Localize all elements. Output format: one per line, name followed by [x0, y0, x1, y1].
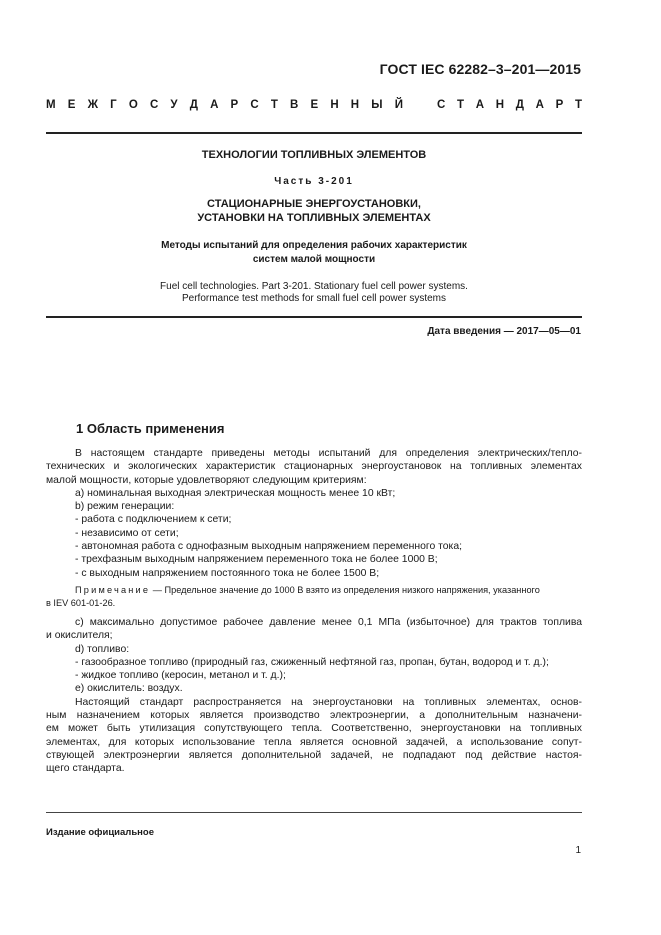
interstate-standard-banner	[46, 99, 582, 111]
methods-line-2: систем малой мощности	[252, 254, 376, 265]
list-item: - независимо от сети;	[75, 527, 179, 539]
banner-letter: Т	[457, 99, 465, 111]
document-code: ГОСТ IEC 62282–3–201—2015	[379, 61, 581, 77]
section-heading: 1 Область применения	[76, 421, 225, 436]
banner-letter: Т	[270, 99, 278, 111]
note-label: Примечание	[75, 584, 151, 595]
scope-line: ствующей электроэнергии является дополнительной задачей, не подпадают под действие настоя-	[46, 749, 582, 761]
banner-letter: Н	[495, 99, 505, 111]
banner-letter: Н	[350, 99, 360, 111]
banner-letter: А	[210, 99, 219, 111]
effective-date: Дата введения — 2017—05—01	[427, 326, 581, 337]
edition-label: Издание официальное	[46, 827, 154, 838]
criterion-d: d) топливо:	[75, 643, 130, 655]
scope-line: ем может быть утилизация сопутствующего тепла. Соответственно, энергоустановки на топливных	[46, 723, 582, 735]
english-title-line-2: Performance test methods for small fuel cell power systems	[182, 293, 446, 304]
list-item: - автономная работа с однофазным выходным напряжением переменного тока;	[75, 541, 462, 553]
list-item: - работа с подключением к сети;	[75, 514, 232, 526]
banner-letter: У	[170, 99, 178, 111]
banner-letter: А	[535, 99, 544, 111]
criterion-c: c) максимально допустимое рабочее давление менее 0,1 МПа (избыточное) для трактов топлива	[75, 616, 582, 628]
intro-line: В настоящем стандарте приведены методы испытаний для определения электрических/тепло-	[75, 448, 582, 459]
criterion-e: e) окислитель: воздух.	[75, 683, 183, 695]
section-body	[46, 447, 582, 776]
note-line-2: в IEV 601-01-26.	[46, 597, 116, 608]
banner-letter: Е	[67, 99, 76, 111]
banner-letter: О	[128, 99, 138, 111]
banner-letter: С	[149, 99, 159, 111]
scope-line: Настоящий стандарт распространяется на энергоустановки на топливных элементах, основ-	[75, 696, 582, 708]
page-number: 1	[575, 845, 581, 856]
banner-letter: А	[475, 99, 485, 111]
scope-line: элементах, для которых использование тепла является основной задачей, а использование сопут-	[46, 736, 582, 748]
list-item: - с выходным напряжением постоянного тока не более 1500 В;	[75, 567, 380, 579]
note-block	[46, 584, 582, 610]
part-title: Часть 3-201	[274, 176, 354, 187]
banner-letter: Г	[110, 99, 117, 111]
banner-letter: Т	[574, 99, 582, 111]
header-divider	[46, 132, 582, 134]
criterion-b: b) режим генерации:	[75, 501, 175, 513]
scope-line: щего стандарта.	[46, 763, 125, 775]
criterion-c-cont: и окислителя;	[46, 630, 113, 642]
interstate-word	[46, 99, 403, 111]
banner-letter: Д	[189, 99, 198, 111]
standard-word	[437, 99, 582, 111]
note-text: — Предельное значение до 1000 В взято из определения низкого напряжения, указанного	[150, 584, 540, 595]
banner-letter: Р	[555, 99, 564, 111]
title-divider	[46, 316, 582, 318]
main-title: ТЕХНОЛОГИИ ТОПЛИВНЫХ ЭЛЕМЕНТОВ	[201, 149, 427, 161]
banner-letter: Р	[230, 99, 239, 111]
banner-letter: Й	[394, 99, 403, 111]
banner-letter: Е	[310, 99, 319, 111]
banner-letter: Ы	[371, 99, 383, 111]
list-item: - газообразное топливо (природный газ, сжиженный нефтяной газ, пропан, бутан, водород и т. д.);	[75, 656, 549, 668]
criterion-a: a) номинальная выходная электрическая мощность менее 10 кВт;	[75, 487, 396, 499]
intro-line: технических и экологических характеристик стационарных энергоустановок на топливных элементах	[46, 461, 582, 473]
banner-letter: Д	[515, 99, 524, 111]
banner-letter: Н	[330, 99, 339, 111]
banner-letter: С	[437, 99, 446, 111]
note-line-1	[46, 584, 582, 597]
footer-divider	[46, 812, 582, 813]
list-item: - трехфазным выходным напряжением переменного тока не более 1000 В;	[75, 554, 438, 566]
banner-letter: Ж	[87, 99, 98, 111]
banner-letter: С	[250, 99, 259, 111]
methods-line-1: Методы испытаний для определения рабочих характеристик	[161, 240, 467, 251]
intro-line: малой мощности, которые удовлетворяют следующим критериям:	[46, 474, 367, 486]
banner-letter: М	[46, 99, 56, 111]
list-item: - жидкое топливо (керосин, метанол и т. д.);	[75, 670, 286, 682]
subtitle-line-2: УСТАНОВКИ НА ТОПЛИВНЫХ ЭЛЕМЕНТАХ	[197, 212, 431, 224]
scope-line: ным назначением которых является производство электроэнергии, а дополнительным назначени-	[46, 710, 582, 722]
english-title-line-1: Fuel cell technologies. Part 3-201. Stationary fuel cell power systems.	[160, 281, 468, 292]
subtitle-line-1: СТАЦИОНАРНЫЕ ЭНЕРГОУСТАНОВКИ,	[207, 198, 421, 210]
banner-letter: В	[290, 99, 299, 111]
